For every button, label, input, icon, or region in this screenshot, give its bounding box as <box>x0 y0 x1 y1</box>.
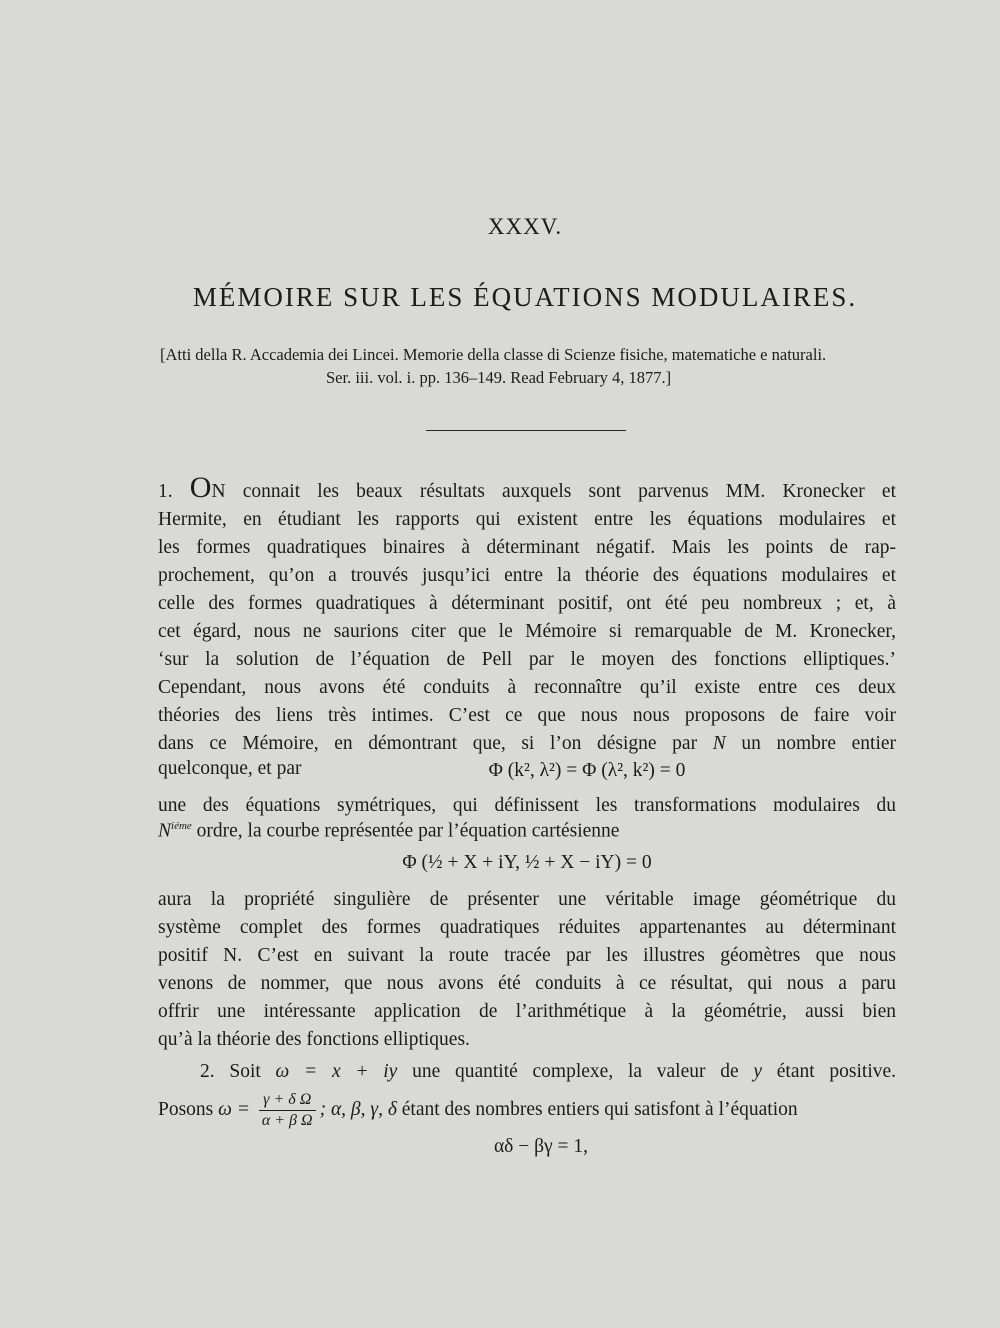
line-text: un nombre entier <box>741 733 897 754</box>
math-y: y <box>753 1061 763 1082</box>
equation-3: αδ − βγ = 1, <box>493 1136 589 1157</box>
line-text: ordre, la courbe représentée par l’équation cartésienne <box>196 820 620 842</box>
paragraph-line: cet égard, nous ne saurions citer que le Mémoire si remarquable de M. Kronecker, <box>158 621 896 642</box>
paragraph-line <box>158 1090 898 1131</box>
fraction-numerator: γ + δ Ω <box>259 1090 316 1111</box>
paragraph-line: venons de nommer, que nous avons été conduits à ce résultat, qui nous a paru <box>158 973 896 994</box>
paragraph-line: offrir une intéressante application de l’arithmétique à la géométrie, aussi bien <box>158 1001 896 1022</box>
paragraph-line: Cependant, nous avons été conduits à reconnaître qu’il existe entre ces deux <box>158 677 896 698</box>
paragraph-line <box>158 471 896 506</box>
math-omega: ω = x + iy <box>275 1061 398 1082</box>
citation-line-2: Ser. iii. vol. i. pp. 136–149. Read February 4, 1877.] <box>326 368 672 387</box>
line-text: dans ce Mémoire, en démontrant que, si l’on désigne par <box>158 733 698 754</box>
paragraph-line: les formes quadratiques binaires à déterminant négatif. Mais les points de rap- <box>158 537 896 558</box>
paragraph-line: ‘sur la solution de l’équation de Pell par le moyen des fonctions elliptiques.’ <box>158 649 896 670</box>
math-omega-eq: ω = <box>218 1098 250 1120</box>
paragraph-line: celle des formes quadratiques à déterminant positif, ont été peu nombreux ; et, à <box>158 593 896 614</box>
paragraph-line: une des équations symétriques, qui définissent les transformations modulaires du <box>158 795 896 816</box>
paragraph-line <box>200 1058 896 1086</box>
chapter-number: XXXV. <box>487 214 563 239</box>
paragraph-line <box>158 820 619 843</box>
line-text: étant positive. <box>776 1061 897 1082</box>
equation-1: Φ (k², λ²) = Φ (λ², k²) = 0 <box>488 760 686 781</box>
line-text: 2. Soit <box>200 1061 261 1082</box>
page-title: MÉMOIRE SUR LES ÉQUATIONS MODULAIRES. <box>192 282 858 312</box>
line-text: N connait les beaux résultats auxquels sont parvenus MM. Kronecker et <box>211 481 896 502</box>
fraction <box>259 1090 316 1131</box>
fraction-denominator: α + β Ω <box>261 1112 313 1129</box>
divider-rule <box>426 430 626 431</box>
paragraph-line: quelconque, et par <box>158 758 302 779</box>
math-N: N <box>158 820 172 842</box>
paragraph-line: qu’à la théorie des fonctions elliptiques. <box>158 1029 470 1050</box>
paragraph-line <box>158 730 896 758</box>
line-text: une quantité complexe, la valeur de <box>412 1061 739 1082</box>
drop-cap: O <box>189 471 212 504</box>
paragraph-line: système complet des formes quadratiques réduites appartenantes au déterminant <box>158 917 896 938</box>
ordinal-superscript: iéme <box>171 820 192 832</box>
equation-2: Φ (½ + X + iY, ½ + X − iY) = 0 <box>402 852 652 873</box>
paragraph-line: prochement, qu’on a trouvés jusqu’ici entre la théorie des équations modulaires et <box>158 565 896 586</box>
paragraph-line: aura la propriété singulière de présenter une véritable image géométrique du <box>158 889 896 910</box>
paragraph-line: Hermite, en étudiant les rapports qui existent entre les équations modulaires et <box>158 509 896 530</box>
paragraph-line: positif N. C’est en suivant la route tracée par les illustres géomètres que nous <box>158 945 896 966</box>
paragraph-line: théories des liens très intimes. C’est ce que nous nous proposons de faire voir <box>158 705 896 726</box>
line-text: Posons <box>158 1098 214 1120</box>
math-vars: ; α, β, γ, δ <box>319 1098 397 1120</box>
line-text: étant des nombres entiers qui satisfont à l’équation <box>401 1098 798 1120</box>
citation <box>160 343 900 389</box>
section-number: 1. <box>158 481 173 502</box>
math-N: N <box>712 733 726 754</box>
citation-line-1: [Atti della R. Accademia dei Lincei. Memorie della classe di Scienze fisiche, matematiche e naturali. <box>160 345 827 364</box>
